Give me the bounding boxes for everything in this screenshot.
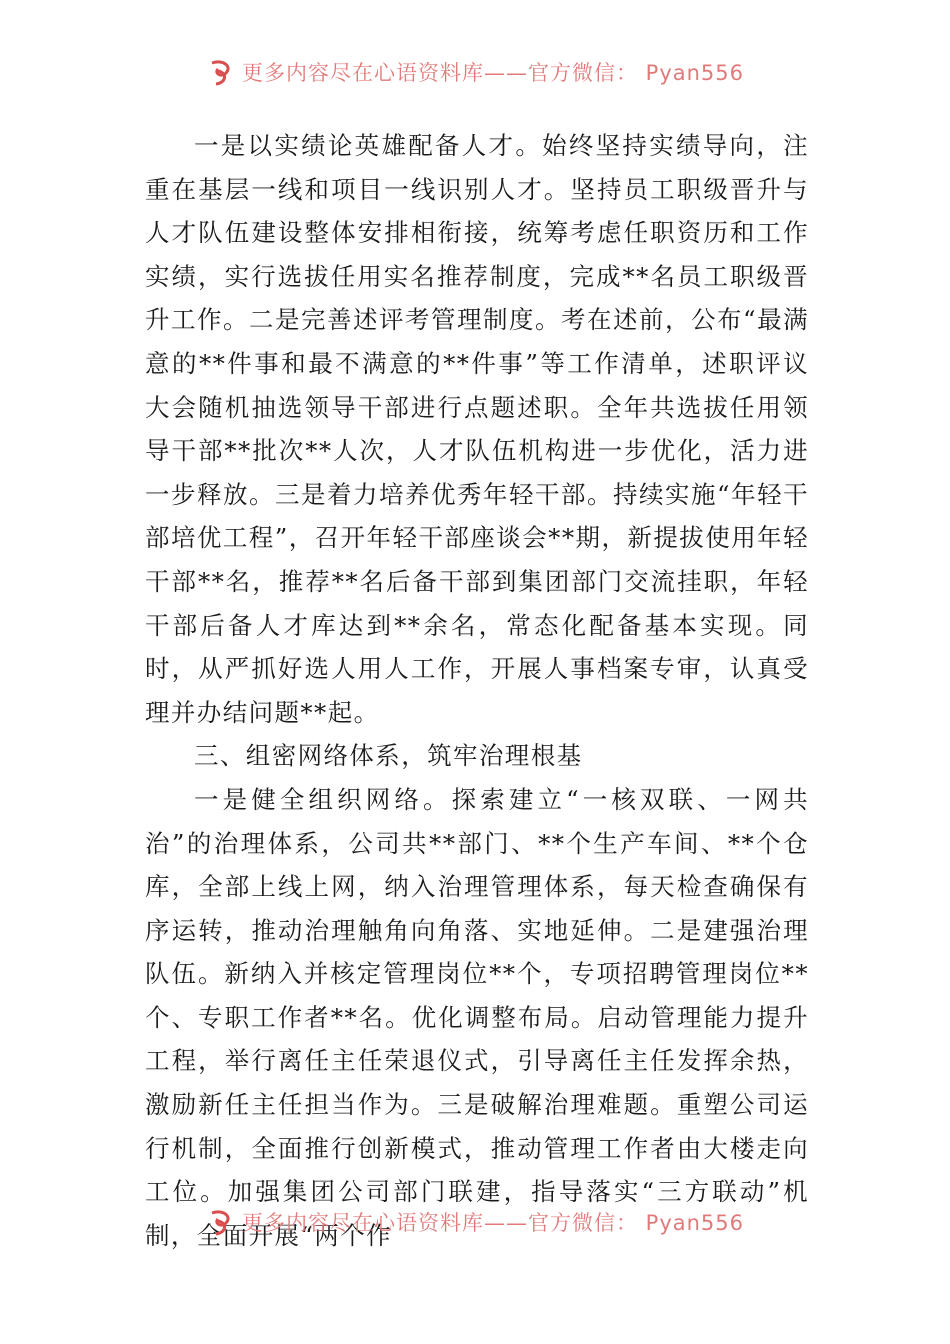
footer-watermark (0, 1202, 950, 1242)
watermark-text: 更多内容尽在心语资料库——官方微信： Pyan556 (241, 1211, 745, 1235)
paragraph: 一是健全组织网络。探索建立“一核双联、一网共治”的治理体系，公司共**部门、**个生产车间、**个仓库，全部上线上网，纳入治理管理体系，每天检查确保有序运转，推动治理触角向角落、实地延伸。二是建强治理队伍。新纳入并核定管理岗位**个，专项招聘管理岗位**个、专职工作者**名。优化调整布局。启动管理能力提升工程，举行离任主任荣退仪式，引导离任主任发挥余热，激励新任主任担当作为。三是破解治理难题。重塑公司运行机制，全面推行创新模式，推动管理工作者由大楼走向工位。加强集团公司部门联建，指导落实“三方联动”机制，全面开展“两个作 (145, 784, 809, 1250)
document-body (145, 124, 809, 1257)
swirl-logo-icon (206, 1207, 236, 1237)
swirl-logo-icon (206, 57, 236, 87)
paragraph: 一是以实绩论英雄配备人才。始终坚持实绩导向，注重在基层一线和项目一线识别人才。坚持员工职级晋升与人才队伍建设整体安排相衔接，统筹考虑任职资历和工作实绩，实行选拔任用实名推荐制度，完成**名员工职级晋升工作。二是完善述评考管理制度。考在述前，公布“最满意的**件事和最不满意的**件事”等工作清单，述职评议大会随机抽选领导干部进行点题述职。全年共选拔任用领导干部**批次**人次，人才队伍机构进一步优化，活力进一步释放。三是着力培养优秀年轻干部。持续实施“年轻干部培优工程”，召开年轻干部座谈会**期，新提拔使用年轻干部**名，推荐**名后备干部到集团部门交流挂职，年轻干部后备人才库达到**余名，常态化配备基本实现。同时，从严抓好选人用人工作，开展人事档案专审，认真受理并办结问题**起。 (145, 131, 809, 727)
section-heading: 三、组密网络体系，筑牢治理根基 (194, 741, 583, 771)
header-watermark (0, 52, 950, 92)
watermark-text: 更多内容尽在心语资料库——官方微信： Pyan556 (241, 61, 745, 85)
